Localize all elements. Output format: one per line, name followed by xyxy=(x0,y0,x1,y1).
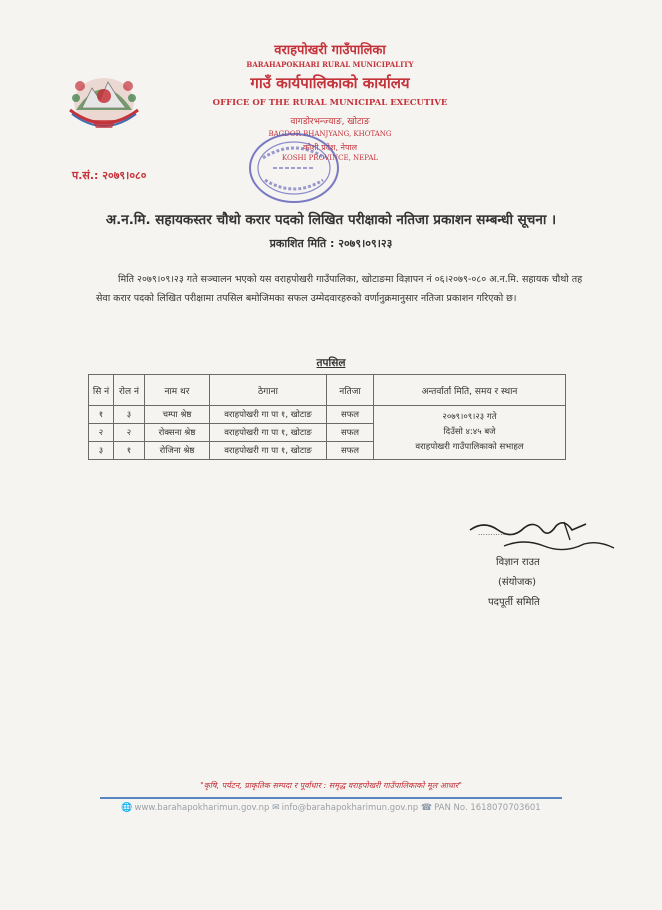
cell-interview xyxy=(374,406,566,460)
address-en: BAGDOR BHANJYANG, KHOTANG xyxy=(268,130,392,138)
office-name-en: OFFICE OF THE RURAL MUNICIPAL EXECUTIVE xyxy=(212,98,448,108)
address-np: वागडोरभन्ज्याङ, खोटाङ xyxy=(290,117,370,127)
header-roll: रोल नं xyxy=(114,375,145,406)
cell-name: रोक्सना श्रेष्ठ xyxy=(145,424,210,442)
table-header-row xyxy=(89,375,566,406)
signature-dots: …………… xyxy=(478,529,516,537)
cell-address: वराहपोखरी गा पा १, खोटाङ xyxy=(210,406,327,424)
footer-contact xyxy=(100,803,562,813)
office-name-np: गाउँ कार्यपालिकाको कार्यालय xyxy=(250,74,410,92)
footer-website: www.barahapokharimun.gov.np xyxy=(134,803,270,813)
phone-icon: ☎ xyxy=(420,803,433,813)
header-interview: अन्तर्वार्ता मिति, समय र स्थान xyxy=(374,375,566,406)
signatory-committee: पदपूर्ती समिति xyxy=(488,597,540,608)
header-address: ठेगाना xyxy=(210,375,327,406)
footer-pan: PAN No. 1618070703601 xyxy=(434,803,541,813)
office-stamp-icon xyxy=(243,128,345,208)
footer-slogan: "कृषि, पर्यटन, प्राकृतिक सम्पदा र पूर्वाधार : समृद्ध वराहपोखरी गाउँपालिकाको मूल आधार" xyxy=(200,781,462,790)
cell-name: चम्पा श्रेष्ठ xyxy=(145,406,210,424)
cell-result: सफल xyxy=(327,406,374,424)
signatory-name: विज्ञान राउत xyxy=(496,557,540,568)
header-name: नाम थर xyxy=(145,375,210,406)
cell-sn: १ xyxy=(89,406,114,424)
cell-roll: २ xyxy=(114,424,145,442)
notice-body: मिति २०७९।०९।२३ गते सञ्चालन भएको यस वराहपोखरी गाउँपालिका, खोटाङमा विज्ञापन नं ०६।२०७९-०८० अ.न.मि. सहायक चौथो तह सेवा करार पदको लिखित परीक्षामा तपसिल बमोजिमका सफल उम्मेदवारहरुको वर्णानुक्रमानुसार नतिजा प्रकाशन गरिएको छ। xyxy=(96,274,583,304)
nepal-emblem-icon xyxy=(62,58,146,136)
reference-number: प.सं.: २०७९।०८० xyxy=(72,169,147,182)
municipality-name-en: BARAHAPOKHARI RURAL MUNICIPALITY xyxy=(246,60,414,69)
cell-result: सफल xyxy=(327,424,374,442)
cell-sn: ३ xyxy=(89,442,114,460)
cell-result: सफल xyxy=(327,442,374,460)
interview-date: २०७९।०९।२३ गते xyxy=(442,412,497,422)
notice-title: अ.न.मि. सहायकस्तर चौथो करार पदको लिखित परीक्षाको नतिजा प्रकाशन सम्बन्धी सूचना । xyxy=(105,212,557,228)
municipality-name-np: वराहपोखरी गाउँपालिका xyxy=(274,43,386,58)
mail-icon: ✉ xyxy=(272,803,280,813)
cell-address: वराहपोखरी गा पा १, खोटाङ xyxy=(210,442,327,460)
footer-email: info@barahapokharimun.gov.np xyxy=(281,803,419,813)
cell-roll: १ xyxy=(114,442,145,460)
cell-name: रोजिना श्रेष्ठ xyxy=(145,442,210,460)
province-np: कोशी प्रदेश, नेपाल xyxy=(302,143,358,152)
cell-roll: ३ xyxy=(114,406,145,424)
footer-divider xyxy=(100,797,562,799)
header-sn: सि नं xyxy=(89,375,114,406)
table-title: तपसिल xyxy=(316,357,346,369)
table-row xyxy=(89,406,566,424)
province-en: KOSHI PROVINCE, NEPAL xyxy=(281,154,379,162)
cell-address: वराहपोखरी गा पा १, खोटाङ xyxy=(210,424,327,442)
interview-venue: वराहपोखरी गाउँपालिकाको सभाहल xyxy=(415,442,524,452)
results-table xyxy=(88,374,566,460)
cell-sn: २ xyxy=(89,424,114,442)
signatory-role: (संयोजक) xyxy=(498,577,537,588)
interview-time: दिउँसो ४:४५ बजे xyxy=(443,427,496,437)
published-date: प्रकाशित मिति : २०७९।०९।२३ xyxy=(269,237,393,250)
globe-icon: 🌐 xyxy=(121,803,133,813)
header-result: नतिजा xyxy=(327,375,374,406)
